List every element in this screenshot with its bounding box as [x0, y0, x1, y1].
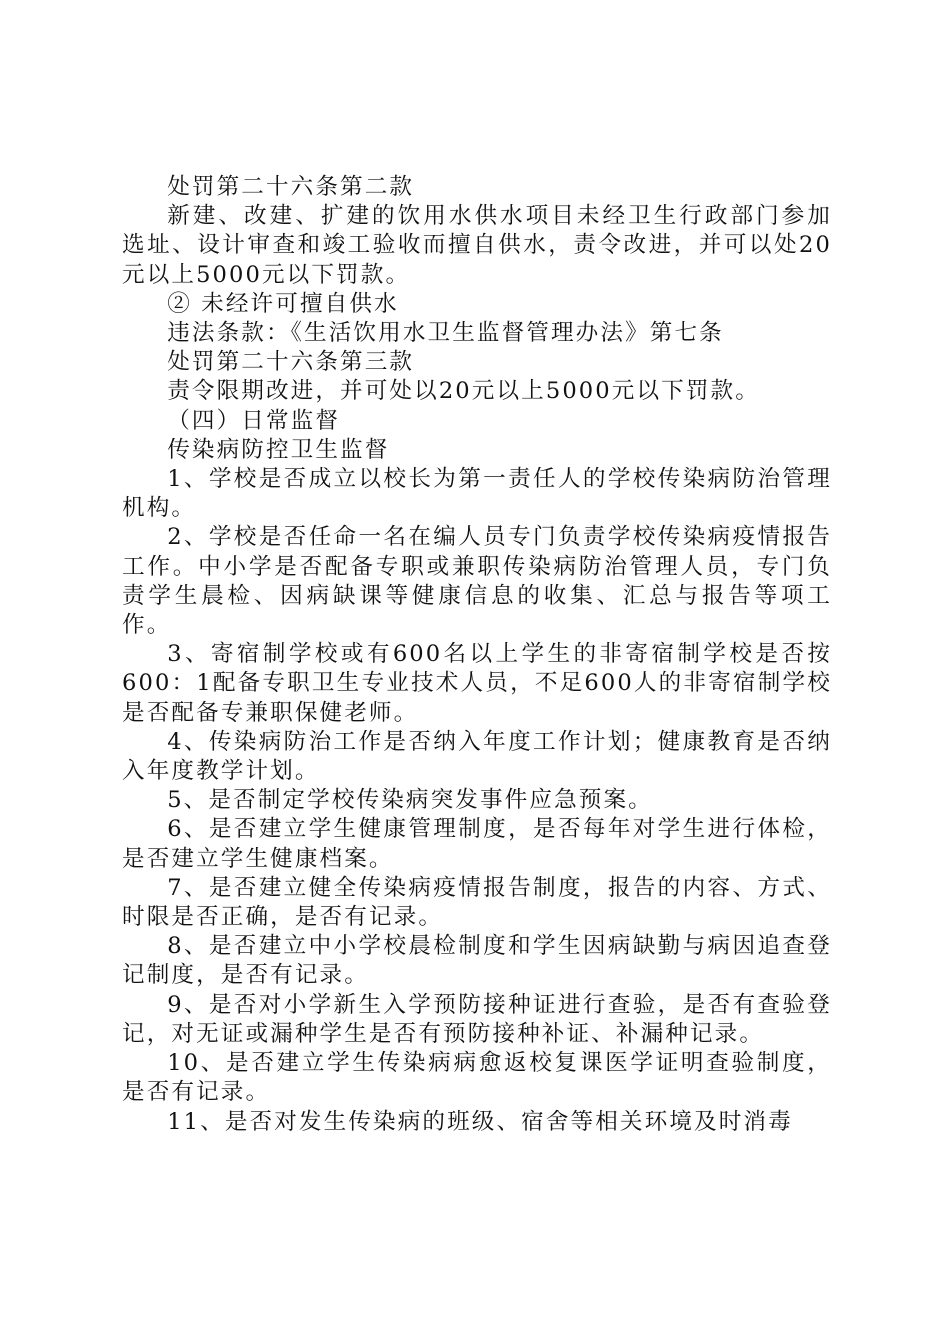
list-item-8: 8、是否建立中小学校晨检制度和学生因病缺勤与病因追查登记制度，是否有记录。: [122, 933, 832, 989]
section-heading-daily-supervision: （四）日常监督: [167, 407, 341, 434]
paragraph-unapproved-project: 新建、改建、扩建的饮用水供水项目未经卫生行政部门参加选址、设计审查和竣工验收而擅自供水，责令改进，并可以处20元以上5000元以下罚款。: [122, 203, 832, 288]
list-item-6: 6、是否建立学生健康管理制度，是否每年对学生进行体检，是否建立学生健康档案。: [122, 816, 832, 872]
list-item-7: 7、是否建立健全传染病疫情报告制度，报告的内容、方式、时限是否正确，是否有记录。: [122, 874, 832, 931]
list-item-4: 4、传染病防治工作是否纳入年度工作计划；健康教育是否纳入年度教学计划。: [122, 728, 832, 785]
subheading-disease-control: 传染病防控卫生监督: [167, 436, 390, 463]
list-item-2: 2、学校是否任命一名在编人员专门负责学校传染病疫情报告工作。中小学是否配备专职或兼职传染病防治管理人员，专门负责学生晨检、因病缺课等健康信息的收集、汇总与报告等项工作。: [122, 524, 832, 639]
list-item-3: 3、寄宿制学校或有600名以上学生的非寄宿制学校是否按600：1配备专职卫生专业技术人员，不足600人的非寄宿制学校是否配备专兼职保健老师。: [122, 641, 832, 726]
list-item-11: 11、是否对发生传染病的班级、宿舍等相关环境及时消毒: [167, 1108, 793, 1135]
paragraph-violation-clause: 违法条款：《生活饮用水卫生监督管理办法》第七条: [167, 320, 724, 347]
list-item-5: 5、是否制定学校传染病突发事件应急预案。: [167, 787, 653, 814]
paragraph-penalty-text: 责令限期改进，并可处以20元以上5000元以下罚款。: [167, 378, 760, 405]
paragraph-penalty-clause-2: 处罚第二十六条第二款: [167, 174, 415, 200]
list-item-1: 1、学校是否成立以校长为第一责任人的学校传染病防治管理机构。: [122, 466, 832, 522]
paragraph-unlicensed-supply: ② 未经许可擅自供水: [167, 290, 399, 317]
paragraph-penalty-clause-3: 处罚第二十六条第三款: [167, 349, 415, 376]
list-item-9: 9、是否对小学新生入学预防接种证进行查验，是否有查验登记，对无证或漏种学生是否有预防接种补证、补漏种记录。: [122, 991, 832, 1047]
list-item-10: 10、是否建立学生传染病病愈返校复课医学证明查验制度，是否有记录。: [122, 1050, 832, 1106]
document-body: [122, 173, 832, 1137]
